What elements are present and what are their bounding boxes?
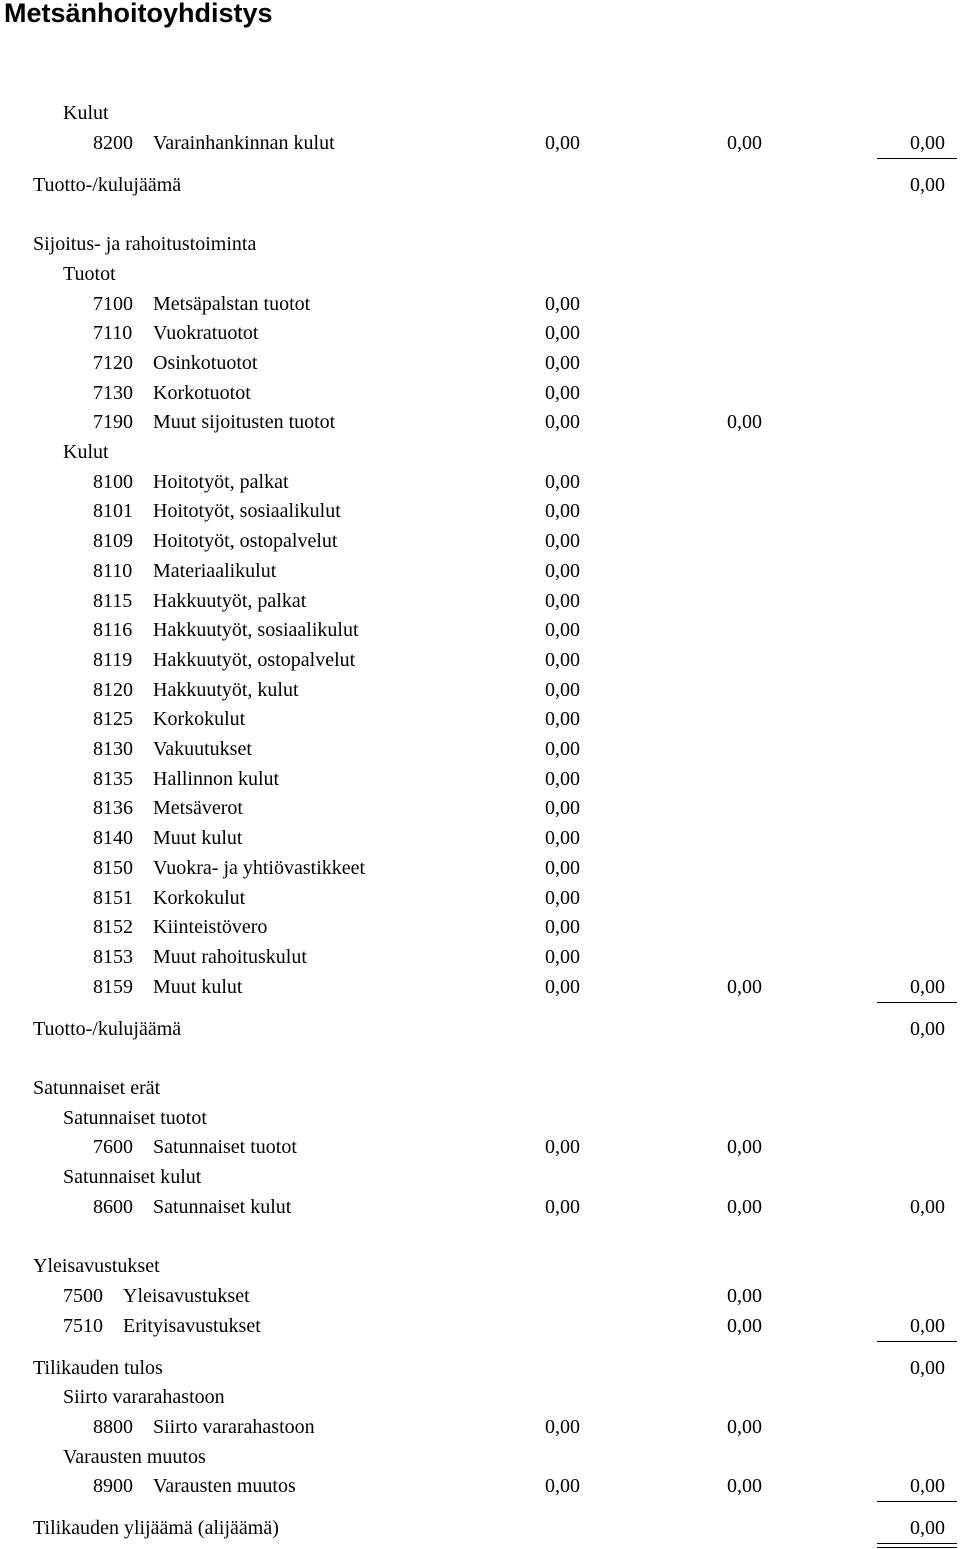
account-code: 8800: [93, 1416, 133, 1438]
subsection-label: Kulut: [63, 102, 109, 124]
account-row: [0, 764, 960, 794]
page-title: Metsänhoitoyhdistys: [4, 0, 273, 28]
amount-column-2: 0,00: [727, 1284, 762, 1307]
amount-column-1: 0,00: [545, 648, 580, 671]
section-heading-row: [0, 1073, 960, 1103]
account-row: [0, 1192, 960, 1222]
amount-column-1: 0,00: [545, 619, 580, 642]
account-code: 8600: [93, 1195, 133, 1218]
amount-column-1: 0,00: [545, 1195, 580, 1218]
account-code: 8120: [93, 678, 133, 701]
account-row: [0, 496, 960, 526]
amount-column-3: 0,00: [910, 1314, 945, 1337]
account-name: Vuokratuotot: [153, 322, 259, 345]
amount-column-1: 0,00: [545, 351, 580, 374]
account-row: [0, 675, 960, 705]
section-heading-row: [0, 170, 960, 200]
amount-column-2: 0,00: [727, 131, 762, 154]
subsection-label: Satunnaiset kulut: [63, 1166, 202, 1189]
amount-column-1: 0,00: [545, 589, 580, 612]
account-code: 8140: [93, 827, 133, 850]
account-code: 8101: [93, 500, 133, 523]
account-code: 8125: [93, 708, 133, 731]
section-heading-row: [0, 259, 960, 289]
account-name: Hakkuutyöt, ostopalvelut: [153, 648, 356, 671]
amount-column-1: 0,00: [545, 916, 580, 939]
account-name: Hallinnon kulut: [153, 767, 280, 790]
account-code: 8150: [93, 856, 133, 879]
amount-column-1: 0,00: [545, 975, 580, 998]
amount-column-1: 0,00: [545, 131, 580, 154]
amount-column-1: 0,00: [545, 1475, 580, 1498]
amount-column-1: 0,00: [545, 470, 580, 493]
account-code: 7100: [93, 292, 133, 315]
account-name: Muut kulut: [153, 827, 243, 850]
amount-column-3: 0,00: [910, 173, 945, 196]
account-code: 7130: [93, 381, 133, 404]
account-name: Hoitotyöt, palkat: [153, 470, 289, 493]
section-heading-row: [0, 1513, 960, 1543]
amount-column-3: 0,00: [910, 1356, 945, 1379]
account-row: [0, 972, 960, 1002]
account-row: [0, 586, 960, 616]
account-code: 7110: [93, 322, 133, 345]
amount-column-1: 0,00: [545, 945, 580, 968]
account-code: 8115: [93, 589, 133, 612]
subsection-label: Kulut: [63, 441, 109, 463]
account-row: [0, 1471, 960, 1501]
amount-column-2: 0,00: [727, 975, 762, 998]
amount-column-3: 0,00: [910, 975, 945, 998]
amount-column-2: 0,00: [727, 1416, 762, 1438]
account-code: 8152: [93, 916, 133, 939]
account-row: [0, 467, 960, 497]
account-row: [0, 615, 960, 645]
account-name: Materiaalikulut: [153, 559, 277, 582]
subtotal-rule: [877, 1501, 957, 1502]
account-code: 8153: [93, 945, 133, 968]
account-code: 7600: [93, 1136, 133, 1159]
total-double-rule: [877, 1543, 957, 1544]
section-label: Sijoitus- ja rahoitustoiminta: [33, 233, 257, 256]
account-row: [0, 378, 960, 408]
account-name: Kiinteistövero: [153, 916, 268, 939]
section-label: Tilikauden tulos: [33, 1356, 163, 1379]
section-heading-row: [0, 1014, 960, 1044]
account-row: [0, 704, 960, 734]
account-name: Hakkuutyöt, sosiaalikulut: [153, 619, 359, 642]
amount-column-1: 0,00: [545, 708, 580, 731]
account-row: [0, 1412, 960, 1442]
amount-column-1: 0,00: [545, 292, 580, 315]
amount-column-1: 0,00: [545, 559, 580, 582]
account-name: Siirto vararahastoon: [153, 1416, 315, 1438]
amount-column-1: 0,00: [545, 886, 580, 909]
account-name: Varausten muutos: [153, 1475, 296, 1498]
account-name: Muut sijoitusten tuotot: [153, 411, 336, 434]
account-code: 8119: [93, 648, 133, 671]
amount-column-2: 0,00: [727, 1314, 762, 1337]
section-heading-row: [0, 229, 960, 259]
account-row: [0, 1132, 960, 1162]
account-name: Korkokulut: [153, 886, 246, 909]
account-row: [0, 128, 960, 158]
subtotal-rule: [877, 158, 957, 159]
total-double-rule: [877, 1547, 957, 1548]
amount-column-1: 0,00: [545, 827, 580, 850]
section-label: Tuotto-/kulujäämä: [33, 1017, 182, 1040]
amount-column-1: 0,00: [545, 322, 580, 345]
section-heading-row: [0, 1162, 960, 1192]
account-name: Erityisavustukset: [123, 1314, 261, 1337]
account-row: [0, 883, 960, 913]
account-code: 8900: [93, 1475, 133, 1498]
account-code: 8109: [93, 530, 133, 553]
amount-column-1: 0,00: [545, 767, 580, 790]
account-name: Metsäverot: [153, 797, 243, 820]
account-name: Muut rahoituskulut: [153, 945, 307, 968]
section-label: Tuotto-/kulujäämä: [33, 173, 182, 196]
account-row: [0, 823, 960, 853]
account-row: [0, 793, 960, 823]
account-row: [0, 942, 960, 972]
account-row: [0, 734, 960, 764]
account-row: [0, 912, 960, 942]
account-row: [0, 407, 960, 437]
amount-column-3: 0,00: [910, 1017, 945, 1040]
account-code: 8151: [93, 886, 133, 909]
subsection-label: Varausten muutos: [63, 1445, 206, 1468]
amount-column-1: 0,00: [545, 530, 580, 553]
amount-column-2: 0,00: [727, 1195, 762, 1218]
account-code: 8159: [93, 975, 133, 998]
account-name: Hakkuutyöt, kulut: [153, 678, 299, 701]
account-name: Hakkuutyöt, palkat: [153, 589, 307, 612]
account-name: Satunnaiset tuotot: [153, 1136, 297, 1159]
amount-column-2: 0,00: [727, 1136, 762, 1159]
amount-column-1: 0,00: [545, 500, 580, 523]
account-name: Korkokulut: [153, 708, 246, 731]
account-name: Hoitotyöt, ostopalvelut: [153, 530, 338, 553]
account-name: Varainhankinnan kulut: [153, 131, 335, 154]
account-code: 8100: [93, 470, 133, 493]
account-code: 8116: [93, 619, 133, 642]
section-heading-row: [0, 1251, 960, 1281]
subtotal-rule: [877, 1002, 957, 1003]
amount-column-3: 0,00: [910, 131, 945, 154]
account-row: [0, 556, 960, 586]
account-name: Satunnaiset kulut: [153, 1195, 292, 1218]
account-row: [0, 645, 960, 675]
account-code: 7190: [93, 411, 133, 434]
amount-column-1: 0,00: [545, 738, 580, 760]
section-heading-row: [0, 437, 960, 467]
section-heading-row: [0, 1442, 960, 1472]
account-name: Vakuutukset: [153, 738, 252, 760]
account-code: 8110: [93, 559, 133, 582]
account-name: Metsäpalstan tuotot: [153, 292, 311, 315]
account-row: [0, 318, 960, 348]
account-code: 7120: [93, 351, 133, 374]
section-label: Satunnaiset erät: [33, 1077, 161, 1099]
account-code: 8200: [93, 131, 133, 154]
amount-column-2: 0,00: [727, 1475, 762, 1498]
subtotal-rule: [877, 1341, 957, 1342]
amount-column-1: 0,00: [545, 1416, 580, 1438]
amount-column-1: 0,00: [545, 856, 580, 879]
account-code: 8130: [93, 738, 133, 760]
amount-column-1: 0,00: [545, 1136, 580, 1159]
account-row: [0, 1311, 960, 1341]
account-row: [0, 348, 960, 378]
account-name: Hoitotyöt, sosiaalikulut: [153, 500, 341, 523]
account-code: 8136: [93, 797, 133, 820]
account-code: 7500: [63, 1284, 103, 1307]
section-label: Tilikauden ylijäämä (alijäämä): [33, 1517, 279, 1540]
account-code: 7510: [63, 1314, 103, 1337]
account-row: [0, 526, 960, 556]
amount-column-2: 0,00: [727, 411, 762, 434]
account-name: Korkotuotot: [153, 381, 251, 404]
section-label: Yleisavustukset: [33, 1255, 160, 1278]
amount-column-3: 0,00: [910, 1195, 945, 1218]
amount-column-1: 0,00: [545, 678, 580, 701]
subsection-label: Satunnaiset tuotot: [63, 1106, 207, 1129]
section-heading-row: [0, 1353, 960, 1383]
account-code: 8135: [93, 767, 133, 790]
amount-column-3: 0,00: [910, 1517, 945, 1540]
subsection-label: Tuotot: [63, 262, 116, 285]
amount-column-3: 0,00: [910, 1475, 945, 1498]
section-heading-row: [0, 1103, 960, 1133]
amount-column-1: 0,00: [545, 381, 580, 404]
section-heading-row: [0, 98, 960, 128]
amount-column-1: 0,00: [545, 411, 580, 434]
subsection-label: Siirto vararahastoon: [63, 1386, 225, 1409]
section-heading-row: [0, 1382, 960, 1412]
account-row: [0, 1281, 960, 1311]
account-row: [0, 853, 960, 883]
amount-column-1: 0,00: [545, 797, 580, 820]
account-name: Yleisavustukset: [123, 1284, 250, 1307]
account-row: [0, 289, 960, 319]
account-name: Vuokra- ja yhtiövastikkeet: [153, 856, 366, 879]
account-name: Muut kulut: [153, 975, 243, 998]
account-name: Osinkotuotot: [153, 351, 258, 374]
